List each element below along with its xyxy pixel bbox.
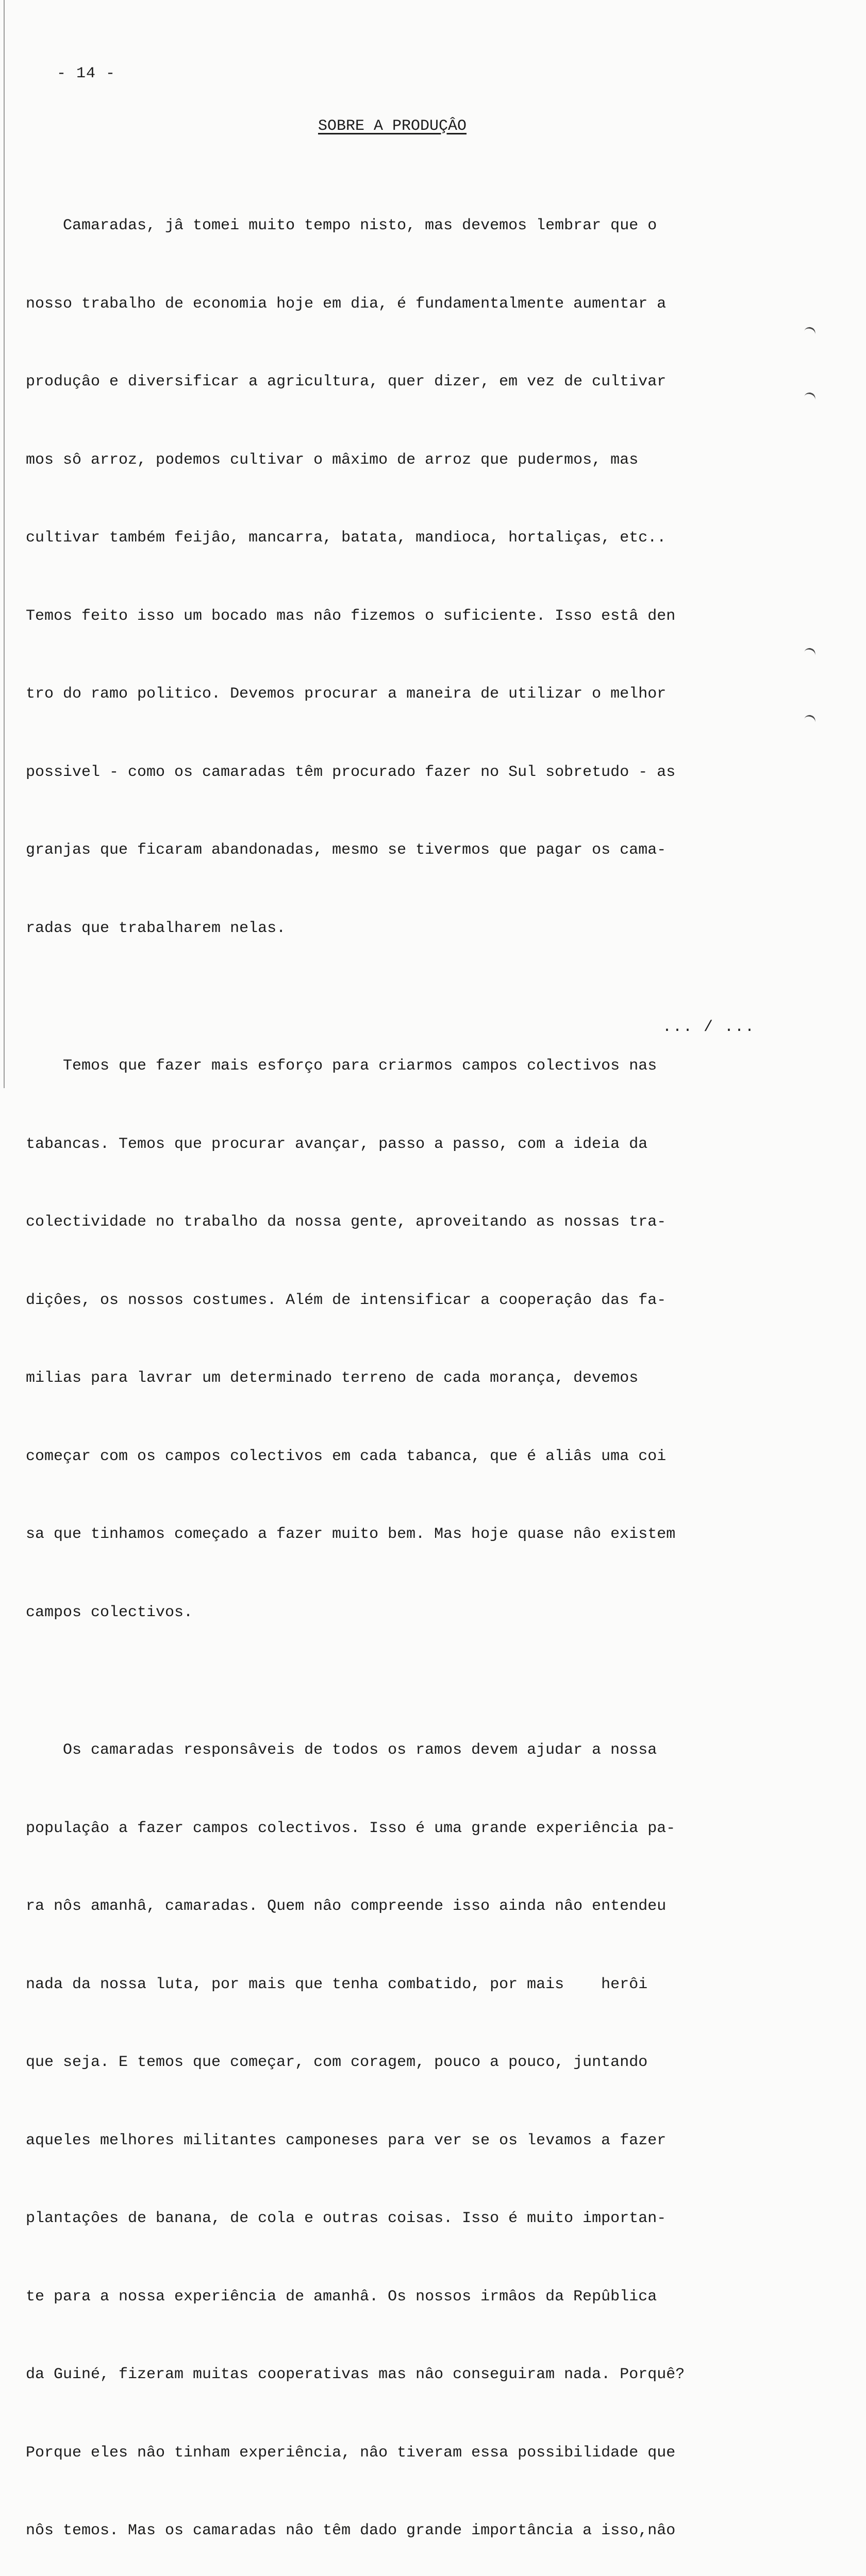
text-line: aqueles melhores militantes camponeses para ver se os levamos a fazer — [26, 2131, 667, 2149]
text-line: radas que trabalharem nelas. — [26, 919, 286, 937]
margin-punch-mark — [803, 647, 817, 659]
text-line: Temos que fazer mais esforço para criarmos campos colectivos nas — [26, 1057, 657, 1075]
text-line: populaçâo a fazer campos colectivos. Isso é uma grande experiência pa- — [26, 1819, 676, 1837]
paragraph-3 — [26, 1685, 768, 2576]
text-line: campos colectivos. — [26, 1603, 193, 1621]
text-line: tro do ramo politico. Devemos procurar a maneira de utilizar o melhor — [26, 685, 667, 703]
body-text — [26, 161, 768, 2576]
text-line: Camaradas, jâ tomei muito tempo nisto, mas devemos lembrar que o — [26, 217, 657, 234]
text-line: começar com os campos colectivos em cada tabanca, que é aliâs uma coi — [26, 1447, 667, 1465]
text-line: nôs temos. Mas os camaradas nâo têm dado grande importância a isso,nâo — [26, 2522, 676, 2539]
text-line: cultivar também feijâo, mancarra, batata, mandioca, hortaliças, etc.. — [26, 529, 667, 547]
page-number: - 14 - — [57, 65, 116, 82]
text-line: nosso trabalho de economia hoje em dia, é fundamentalmente aumentar a — [26, 295, 667, 313]
margin-punch-mark — [803, 714, 817, 726]
text-line: da Guiné, fizeram muitas cooperativas mas nâo conseguiram nada. Porquê? — [26, 2366, 685, 2383]
text-line: colectividade no trabalho da nossa gente, aproveitando as nossas tra- — [26, 1213, 667, 1231]
text-line: tabancas. Temos que procurar avançar, passo a passo, com a ideia da — [26, 1135, 648, 1153]
section-title: SOBRE A PRODUÇÂO — [318, 117, 467, 135]
text-line: sa que tinhamos começado a fazer muito bem. Mas hoje quase nâo existem — [26, 1526, 676, 1543]
text-line: ra nôs amanhâ, camaradas. Quem nâo compreende isso ainda nâo entendeu — [26, 1897, 667, 1915]
text-line: diçôes, os nossos costumes. Além de intensificar a cooperaçâo das fa- — [26, 1291, 667, 1309]
continuation-mark: ... / ... — [662, 1019, 756, 1036]
text-line: Temos feito isso um bocado mas nâo fizemos o suficiente. Isso estâ den — [26, 607, 676, 625]
text-line: Porque eles nâo tinham experiência, nâo tiveram essa possibilidade que — [26, 2444, 676, 2462]
margin-punch-mark — [803, 391, 817, 404]
text-line: possivel - como os camaradas têm procurado fazer no Sul sobretudo - as — [26, 763, 676, 781]
text-line: Os camaradas responsâveis de todos os ramos devem ajudar a nossa — [26, 1741, 657, 1759]
paragraph-2 — [26, 1001, 768, 1677]
text-line: produçâo e diversificar a agricultura, quer dizer, em vez de cultivar — [26, 373, 667, 391]
text-line: que seja. E temos que começar, com coragem, pouco a pouco, juntando — [26, 2054, 648, 2071]
margin-punch-mark — [803, 326, 817, 338]
text-line: plantaçôes de banana, de cola e outras coisas. Isso é muito importan- — [26, 2210, 667, 2227]
page-left-edge — [4, 0, 5, 1088]
paragraph-1 — [26, 161, 768, 993]
text-line: te para a nossa experiência de amanhâ. Os nossos irmâos da Repûblica — [26, 2287, 657, 2306]
text-line: milias para lavrar um determinado terreno de cada morança, devemos — [26, 1369, 639, 1387]
text-line: mos sô arroz, podemos cultivar o mâximo de arroz que pudermos, mas — [26, 451, 639, 469]
text-line: nada da nossa luta, por mais que tenha combatido, por mais herôi — [26, 1975, 648, 1993]
text-line: granjas que ficaram abandonadas, mesmo se tivermos que pagar os cama- — [26, 841, 667, 859]
